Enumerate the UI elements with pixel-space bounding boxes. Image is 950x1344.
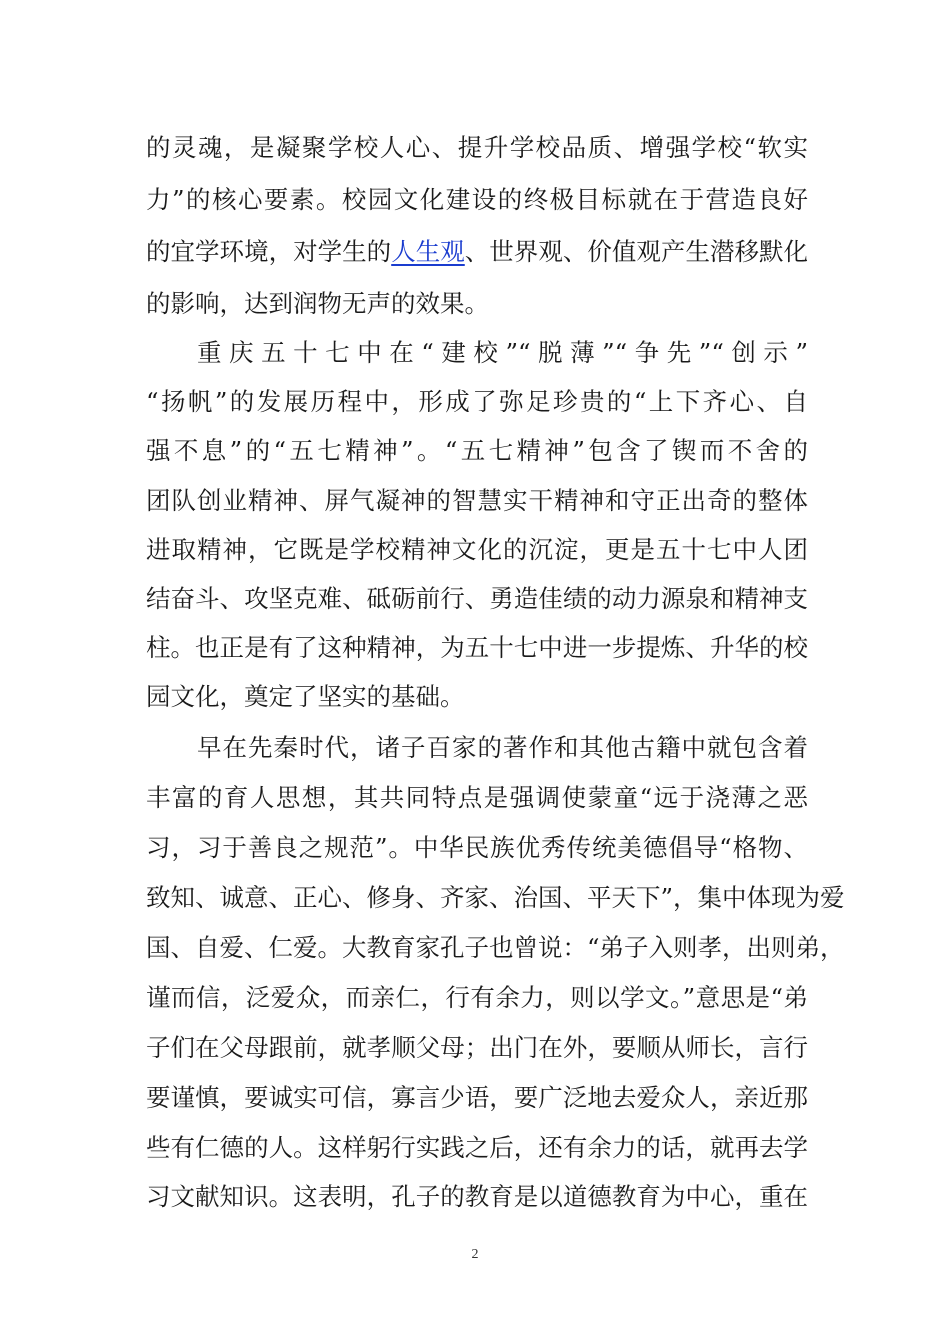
- paragraph-3-line-5: 国、自爱、仁爱。大教育家孔子也曾说：“弟子入则孝，出则弟，: [146, 933, 845, 962]
- paragraph-2-line-2: “扬帆”的发展历程中，形成了弥足珍贵的“上下齐心、自: [146, 387, 808, 416]
- paragraph-3-line-1: 早在先秦时代，诸子百家的著作和其他古籍中就包含着: [197, 733, 808, 762]
- renshengguan-link[interactable]: 人生观: [391, 237, 465, 266]
- page-number: 2: [471, 1247, 479, 1262]
- paragraph-3-line-3: 习，习于善良之规范”。中华民族优秀传统美德倡导“格物、: [146, 833, 808, 862]
- paragraph-2-line-6: 结奋斗、攻坚克难、砥砺前行、勇造佳绩的动力源泉和精神支: [146, 584, 808, 613]
- paragraph-1-line-1: 的灵魂，是凝聚学校人心、提升学校品质、增强学校“软实: [146, 133, 808, 162]
- paragraph-2-line-8: 园文化，奠定了坚实的基础。: [146, 682, 465, 711]
- paragraph-3-line-4: 致知、诚意、正心、修身、齐家、治国、平天下”，集中体现为爱: [146, 883, 845, 912]
- paragraph-1-line-4: 的影响，达到润物无声的效果。: [146, 289, 489, 318]
- paragraph-2-line-3: 强不息”的“五七精神”。“五七精神”包含了锲而不舍的: [146, 436, 808, 465]
- paragraph-3-line-2: 丰富的育人思想，其共同特点是强调使蒙童“远于浇薄之恶: [146, 783, 808, 812]
- paragraph-3-line-10: 习文献知识。这表明，孔子的教育是以道德教育为中心，重在: [146, 1182, 808, 1211]
- text-before-link: 的宜学环境，对学生的: [146, 237, 392, 266]
- paragraph-2-line-7: 柱。也正是有了这种精神，为五十七中进一步提炼、升华的校: [146, 633, 808, 662]
- paragraph-2-line-5: 进取精神，它既是学校精神文化的沉淀，更是五十七中人团: [146, 535, 808, 564]
- paragraph-2-line-4: 团队创业精神、屏气凝神的智慧实干精神和守正出奇的整体: [146, 486, 808, 515]
- paragraph-3-line-6: 谨而信，泛爱众，而亲仁，行有余力，则以学文。”意思是“弟: [146, 983, 808, 1012]
- paragraph-3-line-9: 些有仁德的人。这样躬行实践之后，还有余力的话，就再去学: [146, 1133, 808, 1162]
- paragraph-1-line-2: 力”的核心要素。校园文化建设的终极目标就在于营造良好: [146, 185, 808, 214]
- paragraph-2-line-1: 重庆五十七中在“建校”“脱薄”“争先”“创示”: [197, 338, 808, 367]
- paragraph-3-line-7: 子们在父母跟前，就孝顺父母；出门在外，要顺从师长，言行: [146, 1033, 808, 1062]
- text-after-link: 、世界观、价值观产生潜移默化: [464, 237, 809, 266]
- paragraph-1-line-3: [146, 235, 808, 269]
- paragraph-3-line-8: 要谨慎，要诚实可信，寡言少语，要广泛地去爱众人，亲近那: [146, 1083, 808, 1112]
